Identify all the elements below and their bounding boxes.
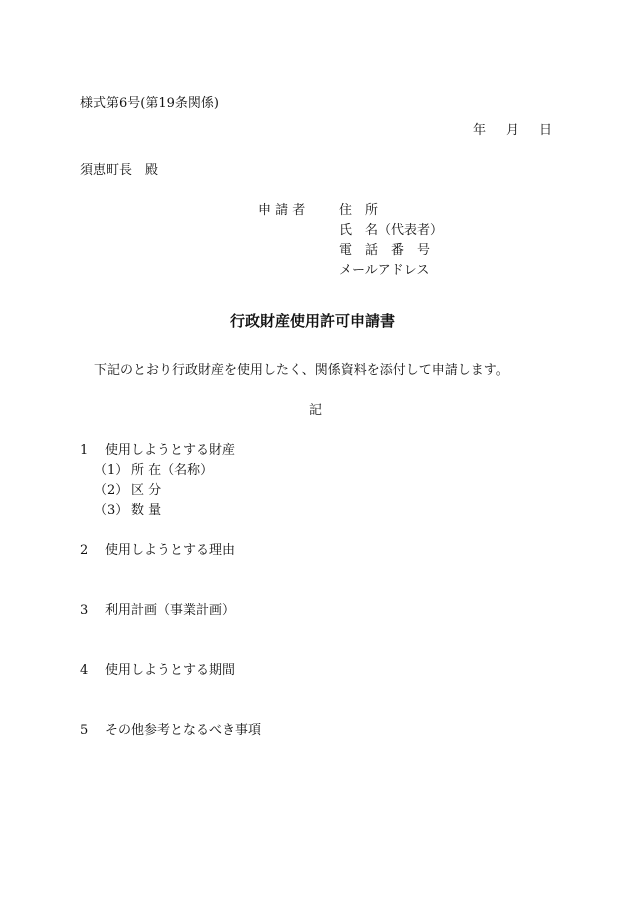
applicant-label: 申 請 者 [258,203,306,218]
subitem-number: （2） [94,483,129,498]
item-number: 4 [80,663,89,678]
subitem-label: 所 在（名称） [131,463,214,478]
item-label: 利用計画（事業計画） [105,603,236,618]
subitem-number: （1） [94,463,129,478]
subitem-label: 区 分 [131,483,162,498]
applicant-address-label: 住 所 [339,203,379,218]
subitem-label: 数 量 [131,503,162,518]
item-label: 使用しようとする理由 [105,543,236,558]
date-year: 年 [473,123,487,138]
applicant-name-label: 氏 名（代表者） [339,223,444,238]
item-label: 使用しようとする財産 [105,443,236,458]
addressee: 須恵町長 殿 [80,163,159,178]
item-number: 3 [80,603,89,618]
document-title: 行政財産使用許可申請書 [230,312,396,330]
intro-text: 下記のとおり行政財産を使用したく、関係資料を添付して申請します。 [94,363,509,378]
subitem-number: （3） [94,503,129,518]
item-label: 使用しようとする期間 [105,663,236,678]
item-number: 2 [80,543,89,558]
ki-marker: 記 [309,403,323,418]
applicant-phone-label: 電 話 番 号 [339,243,431,258]
applicant-email-label: メールアドレス [339,263,430,278]
item-number: 5 [80,723,89,738]
date-day: 日 [539,123,553,138]
form-number: 様式第6号(第19条関係) [80,96,219,111]
item-number: 1 [80,443,89,458]
item-label: その他参考となるべき事項 [105,723,262,738]
date-month: 月 [506,123,520,138]
